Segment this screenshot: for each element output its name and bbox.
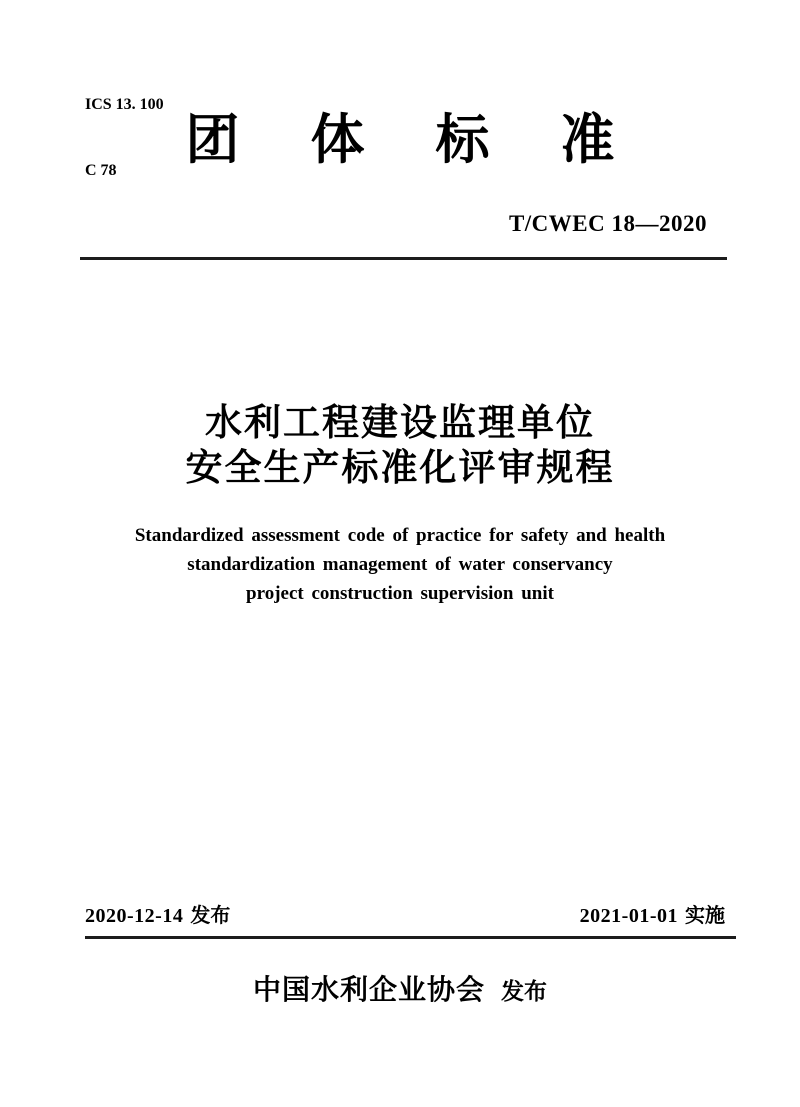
title-english — [0, 521, 800, 608]
footer-divider-rule — [85, 936, 736, 939]
publisher-action-label: 发布 — [501, 978, 547, 1004]
implement-date-group — [580, 904, 725, 928]
title-english-line2: standardization management of water conservancy — [187, 554, 613, 575]
title-chinese — [0, 400, 800, 490]
issue-date: 2020-12-14 — [85, 905, 184, 927]
title-english-line3: project construction supervision unit — [246, 583, 554, 604]
header-divider-rule — [80, 257, 727, 260]
implement-date: 2021-01-01 — [579, 905, 678, 927]
standard-number: T/CWEC 18—2020 — [508, 211, 707, 236]
standard-type-heading — [0, 108, 800, 172]
implement-date-label: 实施 — [685, 905, 725, 927]
standard-type-text: 团体标准 — [185, 110, 686, 170]
dates-row — [85, 904, 725, 928]
publisher-row — [0, 968, 800, 1008]
title-chinese-line1: 水利工程建设监理单位 — [205, 402, 595, 443]
title-chinese-line2: 安全生产标准化评审规程 — [185, 447, 615, 488]
ics-code: ICS 13. 100 — [85, 96, 164, 113]
classification-code: C 78 — [85, 162, 117, 179]
title-english-line1: Standardized assessment code of practice for safety and health — [134, 525, 666, 546]
issue-date-group — [85, 904, 230, 928]
publisher-name: 中国水利企业协会 — [252, 975, 485, 1006]
issue-date-label: 发布 — [190, 905, 231, 927]
